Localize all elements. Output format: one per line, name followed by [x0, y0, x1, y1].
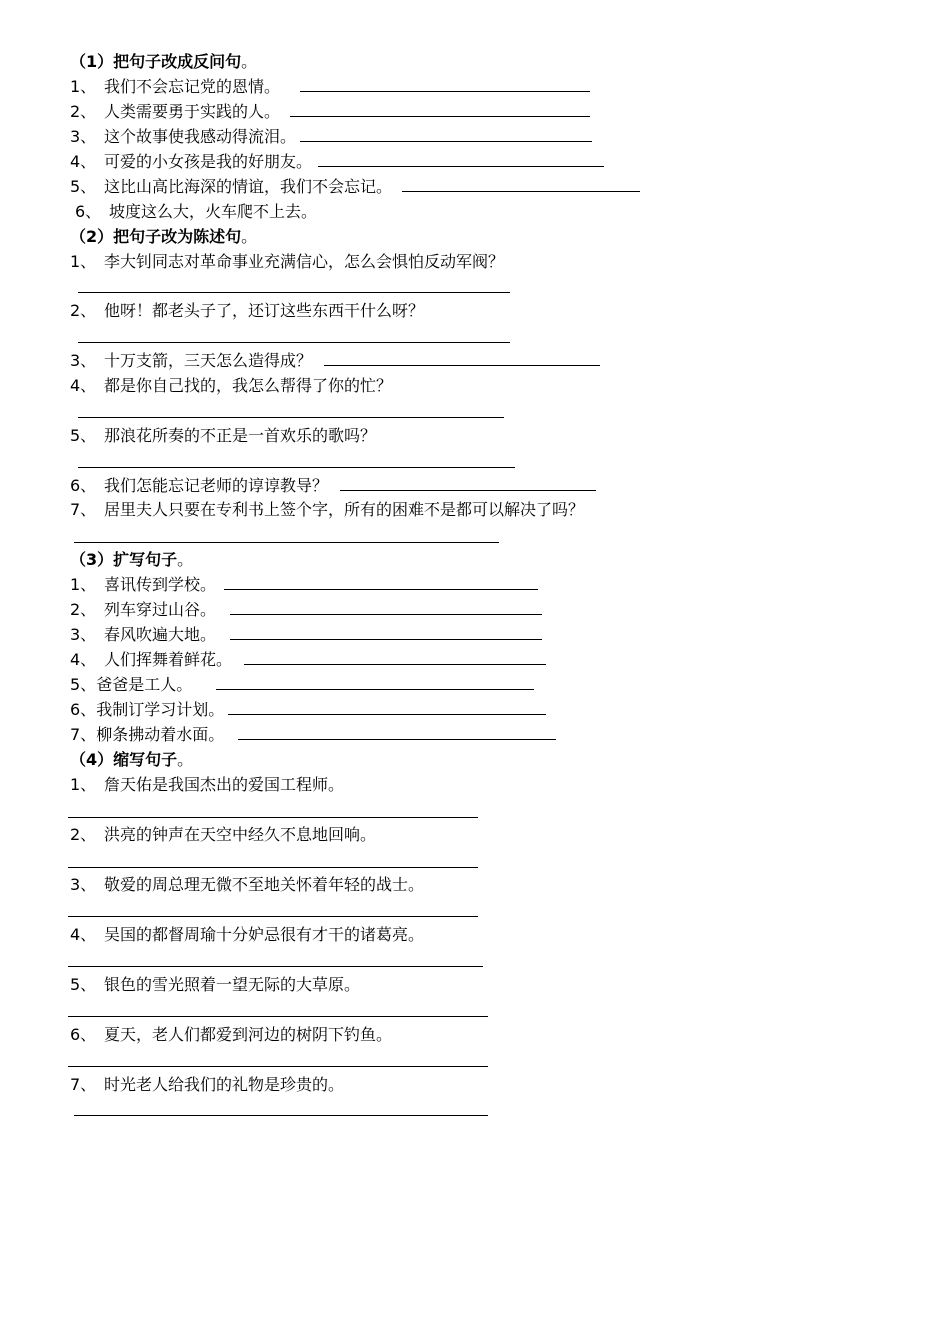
s4-item-2: 2、 洪亮的钟声在天空中经久不息地回响。 [70, 825, 377, 844]
s3-item-6: 6、我制订学习计划。 [70, 700, 546, 720]
s1-item-4: 4、 可爱的小女孩是我的好朋友。 [70, 152, 604, 172]
section-1-title: （1）把句子改成反问句。 [70, 52, 258, 71]
s4-item-6: 6、 夏天，老人们都爱到河边的树阴下钓鱼。 [70, 1025, 393, 1044]
section-2-title: （2）把句子改为陈述句。 [70, 227, 258, 246]
s4-item-5: 5、 银色的雪光照着一望无际的大草原。 [70, 975, 361, 994]
answer-line[interactable] [74, 542, 499, 543]
answer-line[interactable] [78, 292, 510, 293]
s3-item-4: 4、 人们挥舞着鲜花。 [70, 650, 546, 670]
answer-line[interactable] [68, 966, 483, 967]
answer-blank[interactable] [224, 575, 538, 590]
answer-blank[interactable] [230, 625, 542, 640]
s2-item-2: 2、 他呀！都老头子了，还订这些东西干什么呀？ [70, 301, 425, 320]
s3-item-3: 3、 春风吹遍大地。 [70, 625, 542, 645]
section-3-title: （3）扩写句子。 [70, 550, 194, 569]
answer-line[interactable] [68, 817, 478, 818]
s4-item-1: 1、 詹天佑是我国杰出的爱国工程师。 [70, 775, 345, 794]
s2-item-7: 7、 居里夫人只要在专利书上签个字，所有的困难不是都可以解决了吗？ [70, 500, 585, 519]
answer-line[interactable] [78, 342, 510, 343]
answer-blank[interactable] [244, 650, 546, 665]
s3-item-7: 7、柳条拂动着水面。 [70, 725, 556, 745]
section-4-title: （4）缩写句子。 [70, 750, 194, 769]
s1-item-2: 2、 人类需要勇于实践的人。 [70, 102, 590, 122]
s2-item-6: 6、 我们怎能忘记老师的谆谆教导？ [70, 476, 596, 496]
s1-item-1: 1、 我们不会忘记党的恩情。 [70, 77, 590, 97]
s2-item-3: 3、 十万支箭，三天怎么造得成？ [70, 351, 600, 371]
answer-blank[interactable] [340, 476, 596, 491]
answer-blank[interactable] [300, 127, 592, 142]
s4-item-4: 4、 吴国的都督周瑜十分妒忌很有才干的诸葛亮。 [70, 925, 425, 944]
s3-item-2: 2、 列车穿过山谷。 [70, 600, 542, 620]
answer-line[interactable] [78, 417, 504, 418]
answer-blank[interactable] [238, 725, 556, 740]
answer-blank[interactable] [324, 351, 600, 366]
answer-line[interactable] [68, 1016, 488, 1017]
answer-blank[interactable] [318, 152, 604, 167]
answer-blank[interactable] [216, 675, 534, 690]
s1-item-5: 5、 这比山高比海深的情谊，我们不会忘记。 [70, 177, 640, 197]
s2-item-5: 5、 那浪花所奏的不正是一首欢乐的歌吗？ [70, 426, 377, 445]
answer-blank[interactable] [230, 600, 542, 615]
s2-item-4: 4、 都是你自己找的，我怎么帮得了你的忙？ [70, 376, 393, 395]
s4-item-3: 3、 敬爱的周总理无微不至地关怀着年轻的战士。 [70, 875, 425, 894]
s4-item-7: 7、 时光老人给我们的礼物是珍贵的。 [70, 1075, 345, 1094]
s1-item-6: 6、 坡度这么大，火车爬不上去。 [75, 202, 318, 221]
answer-blank[interactable] [290, 102, 590, 117]
answer-blank[interactable] [402, 177, 640, 192]
answer-line[interactable] [68, 867, 478, 868]
s1-item-3: 3、 这个故事使我感动得流泪。 [70, 127, 592, 147]
answer-blank[interactable] [228, 700, 546, 715]
s2-item-1: 1、 李大钊同志对革命事业充满信心，怎么会惧怕反动军阀？ [70, 252, 505, 271]
answer-line[interactable] [74, 1115, 488, 1116]
answer-line[interactable] [68, 916, 478, 917]
s3-item-1: 1、 喜讯传到学校。 [70, 575, 538, 595]
s3-item-5: 5、爸爸是工人。 [70, 675, 534, 695]
answer-blank[interactable] [300, 77, 590, 92]
answer-line[interactable] [68, 1066, 488, 1067]
answer-line[interactable] [78, 467, 515, 468]
